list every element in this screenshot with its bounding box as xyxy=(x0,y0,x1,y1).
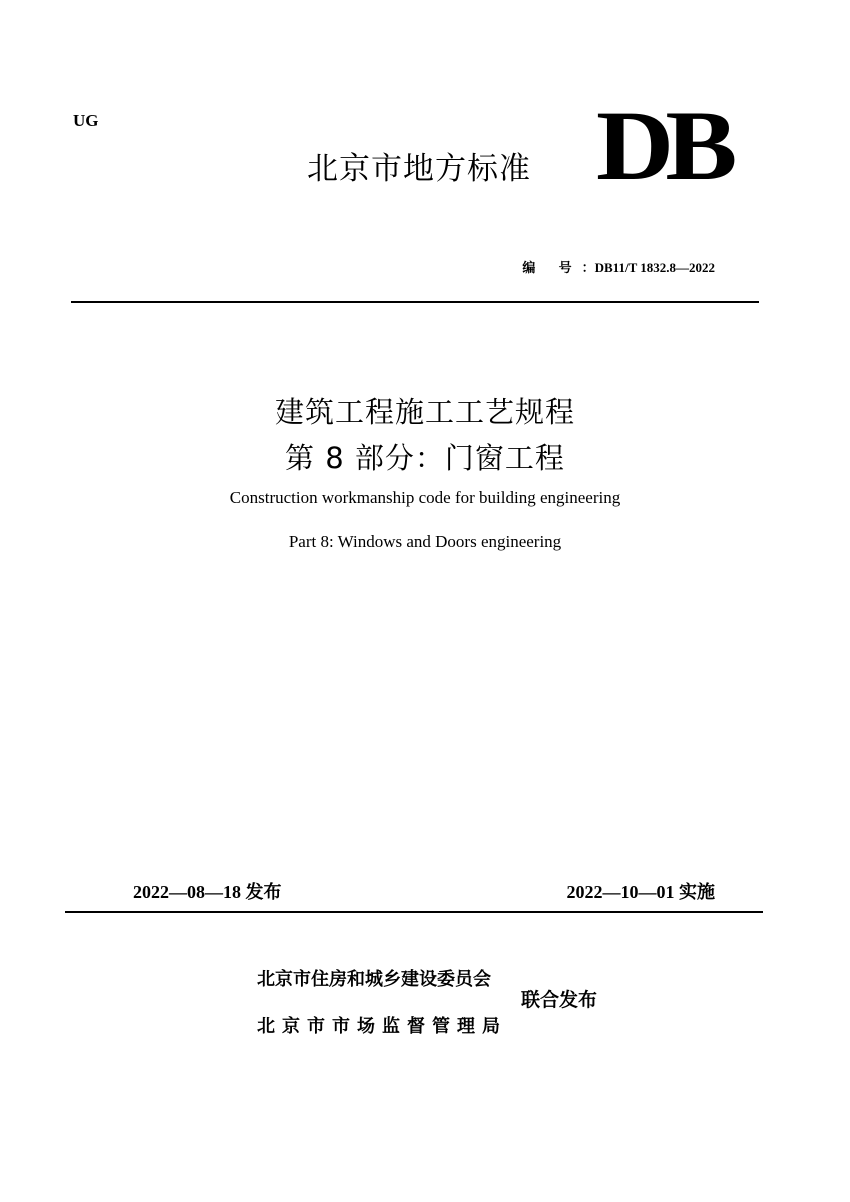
title-english-line-2: Part 8: Windows and Doors engineering xyxy=(288,532,562,551)
db-logo: DB xyxy=(596,90,729,201)
issue-date: 2022—08—18 发布 xyxy=(133,882,282,902)
issuer-market-supervision: 北京市市场监督管理局 xyxy=(257,1016,507,1037)
bottom-divider xyxy=(65,911,763,913)
title-chinese-line-1: 建筑工程施工工艺规程 xyxy=(274,395,575,429)
standard-number-value: ：DB11/T 1832.8—2022 xyxy=(581,260,715,275)
ics-code: UG xyxy=(73,111,99,130)
issuer-housing-commission: 北京市住房和城乡建设委员会 xyxy=(257,969,491,990)
standard-number xyxy=(522,257,715,276)
title-chinese-line-2: 第 8 部分：门窗工程 xyxy=(285,441,565,475)
top-divider xyxy=(71,301,759,303)
title-english-line-1: Construction workmanship code for building engineering xyxy=(229,488,621,507)
joint-issue-label: 联合发布 xyxy=(521,989,598,1011)
standard-number-label: 编 号 xyxy=(522,260,582,275)
standard-type-title: 北京市地方标准 xyxy=(307,151,531,187)
implementation-date: 2022—10—01 实施 xyxy=(566,882,715,902)
